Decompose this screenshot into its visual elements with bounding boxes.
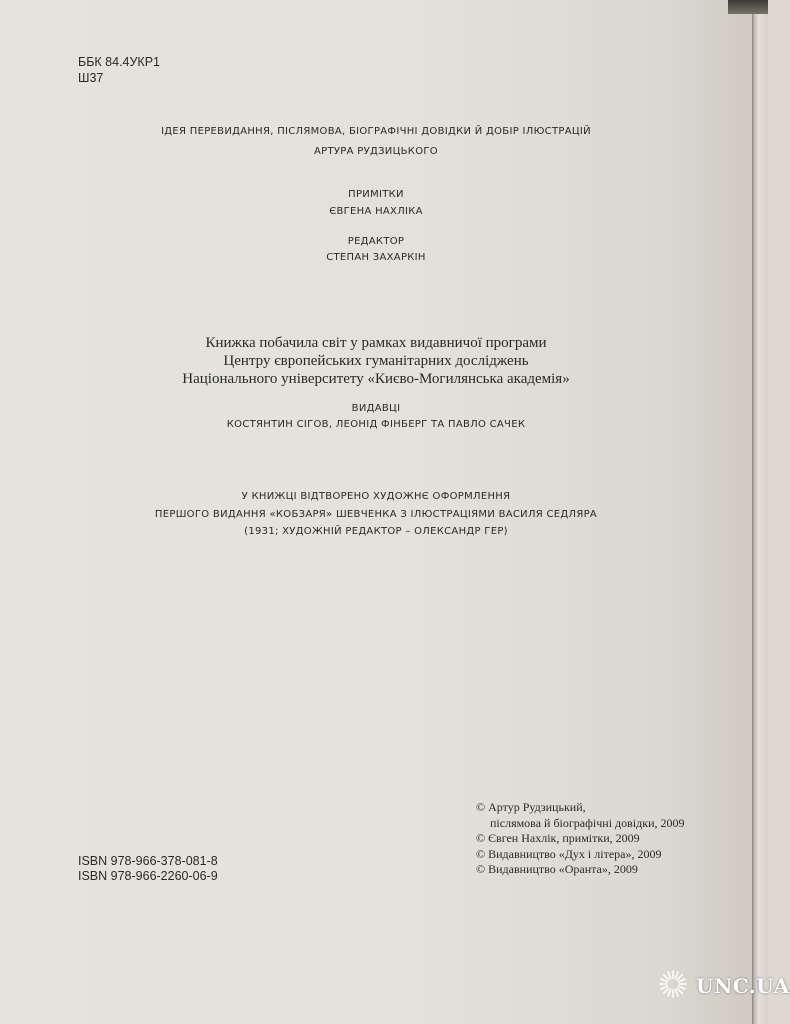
isbn-second: ISBN 978-966-2260-06-9 xyxy=(78,869,218,883)
sunburst-logo-icon xyxy=(658,969,688,1004)
next-page-edge xyxy=(752,0,768,1024)
watermark-text: UNC.UA xyxy=(696,974,790,998)
bbk-index: ББК 84.4УКР1 xyxy=(78,55,161,69)
copyright-line-4: © Видавництво «Дух і літера», 2009 xyxy=(476,846,662,861)
library-indexes xyxy=(78,54,160,86)
copyright-line-2: післямова й біографічні довідки, 2009 xyxy=(490,815,685,830)
program-line-2: Центру європейських гуманітарних досліджень xyxy=(223,353,529,369)
isbn-first: ISBN 978-966-378-081-8 xyxy=(78,854,218,868)
site-watermark xyxy=(658,966,790,1006)
program-line-1: Книжка побачила світ у рамках видавничої програми xyxy=(205,335,547,351)
cover-corner xyxy=(728,0,768,14)
design-note-line-3: (1931; ХУДОЖНІЙ РЕДАКТОР – ОЛЕКСАНДР ГЕР) xyxy=(244,526,508,537)
copyright-line-3: © Євген Нахлік, примітки, 2009 xyxy=(476,831,640,845)
ideas-credit-name: АРТУРА РУДЗИЦЬКОГО xyxy=(314,146,438,157)
publishers-label: ВИДАВЦІ xyxy=(351,403,401,414)
notes-name: ЄВГЕНА НАХЛІКА xyxy=(329,206,423,217)
author-mark: Ш37 xyxy=(78,71,104,85)
program-line-3: Національного університету «Києво-Могилянська академія» xyxy=(182,371,570,387)
editor-label: РЕДАКТОР xyxy=(347,236,405,247)
design-note-line-2: ПЕРШОГО ВИДАННЯ «КОБЗАРЯ» ШЕВЧЕНКА З ІЛЮСТРАЦІЯМИ ВАСИЛЯ СЕДЛЯРА xyxy=(154,509,598,520)
design-note-line-1: У КНИЖЦІ ВІДТВОРЕНО ХУДОЖНЄ ОФОРМЛЕННЯ xyxy=(241,491,511,502)
copyright-block xyxy=(476,800,685,878)
publishers-names: КОСТЯНТИН СІГОВ, ЛЕОНІД ФІНБЕРГ ТА ПАВЛО САЧЕК xyxy=(226,419,526,430)
copyright-line-1: © Артур Рудзицький, xyxy=(476,800,586,814)
ideas-credit-line: ІДЕЯ ПЕРЕВИДАННЯ, ПІСЛЯМОВА, БІОГРАФІЧНІ ДОВІДКИ Й ДОБІР ІЛЮСТРАЦІЙ xyxy=(161,126,591,137)
isbn-block xyxy=(78,854,218,884)
editor-name: СТЕПАН ЗАХАРКІН xyxy=(326,252,426,263)
publishing-program xyxy=(0,334,752,388)
copyright-line-5: © Видавництво «Оранта», 2009 xyxy=(476,862,638,876)
notes-label: ПРИМІТКИ xyxy=(348,189,404,200)
